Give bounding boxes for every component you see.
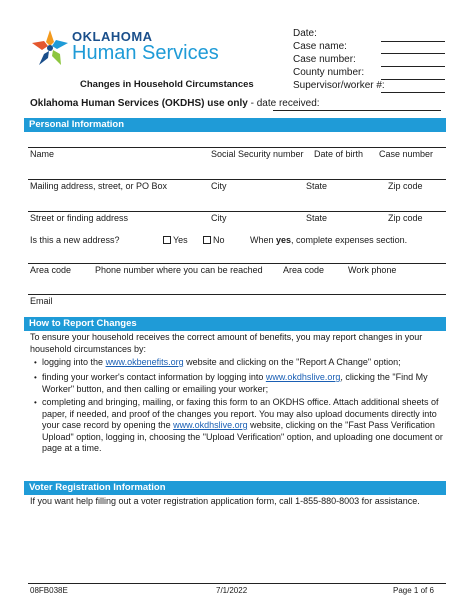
yes-checkbox[interactable] <box>163 236 171 244</box>
logo <box>30 28 220 68</box>
logo-line1: OKLAHOMA <box>72 29 153 44</box>
report-option-1 <box>42 357 445 369</box>
case-number-line <box>381 66 445 67</box>
report-option-1-pre: logging into the <box>42 357 106 367</box>
bullet-2-icon: • <box>34 373 37 382</box>
bullet-3-icon: • <box>34 398 37 407</box>
when-yes-note <box>250 235 407 246</box>
section-how-to-report: How to Report Changes <box>24 317 446 331</box>
city-label-2: City <box>211 213 227 223</box>
footer-form-number: 08FB038E <box>30 586 68 595</box>
okdhs-use-rest: - date received: <box>247 98 320 109</box>
okbenefits-link[interactable]: www.okbenefits.org <box>105 357 184 367</box>
county-number-label: County number: <box>293 67 365 78</box>
work-phone-label: Work phone <box>348 265 397 275</box>
ssn-label: Social Security number <box>211 149 304 159</box>
case-date-label: Date: <box>293 28 317 39</box>
area-code-label-2: Area code <box>283 265 325 275</box>
case-name-line <box>381 53 445 54</box>
county-number-line <box>381 79 445 80</box>
report-option-3-post: website, clicking on the "Fast Pass Verification Upload" option, logging in, choosing the "Upload Verification" option, and uploading one document or page at a time. <box>42 420 443 453</box>
footer-date: 7/1/2022 <box>216 586 248 595</box>
city-label-1: City <box>211 181 227 191</box>
report-option-2 <box>42 372 445 395</box>
yes-label: Yes <box>173 235 188 245</box>
case-number-label: Case number: <box>293 54 356 65</box>
okdhs-use-only <box>30 98 320 110</box>
supervisor-worker-line <box>381 92 445 93</box>
voter-text: If you want help filling out a voter registration application form, call 1-855-880-8003 for assistance. <box>30 496 420 506</box>
case-number-field-label: Case number <box>379 149 434 159</box>
star-logo-icon <box>30 28 70 68</box>
report-option-2-pre: finding your worker's contact information by logging into <box>42 372 266 382</box>
logo-line2: Human Services <box>72 42 219 64</box>
okdhslive-link-1[interactable]: www.okdhslive.org <box>265 372 341 382</box>
case-date-line <box>381 41 445 42</box>
date-received-line <box>273 110 441 111</box>
mailing-address-label: Mailing address, street, or PO Box <box>30 181 168 191</box>
bullet-1-icon: • <box>34 358 37 367</box>
footer-page-number: Page 1 of 6 <box>393 586 434 595</box>
state-label-1: State <box>306 181 328 191</box>
footer-line <box>28 583 446 584</box>
row3-line <box>28 211 446 212</box>
when-post: , complete expenses section. <box>291 235 408 245</box>
name-label: Name <box>30 149 55 159</box>
when-bold: yes <box>276 235 292 245</box>
phone-label: Phone number where you can be reached <box>95 265 263 275</box>
report-option-2-post: , clicking the "Find My Worker" button, and then calling or emailing your worker; <box>42 372 428 394</box>
case-name-label: Case name: <box>293 41 347 52</box>
section-voter-registration: Voter Registration Information <box>24 481 446 495</box>
row5-line <box>28 294 446 295</box>
no-checkbox[interactable] <box>203 236 211 244</box>
report-option-1-post: website and clicking on the "Report A Change" option; <box>183 357 401 367</box>
supervisor-worker-label: Supervisor/worker #: <box>293 80 385 91</box>
dob-label: Date of birth <box>314 149 364 159</box>
report-option-3 <box>42 397 445 455</box>
okdhs-use-bold: Oklahoma Human Services (OKDHS) use only <box>30 98 248 109</box>
report-option-3-pre: completing and bringing, mailing, or faxing this form to an OKDHS office. Attach additional sheets of paper, if needed, and proof of the changes you report. You may also upload documents directly into your case record by opening the <box>42 397 439 430</box>
okdhslive-link-2[interactable]: www.okdhslive.org <box>173 420 248 430</box>
row1-line <box>28 147 446 148</box>
street-address-label: Street or finding address <box>30 213 129 223</box>
zip-label-1: Zip code <box>388 181 423 191</box>
area-code-label-1: Area code <box>30 265 72 275</box>
state-label-2: State <box>306 213 328 223</box>
yes-option[interactable] <box>163 235 188 246</box>
no-label: No <box>213 235 225 245</box>
row4-line <box>28 263 446 264</box>
row2-line <box>28 179 446 180</box>
new-address-question: Is this a new address? <box>30 235 120 245</box>
form-title: Changes in Household Circumstances <box>80 79 254 90</box>
report-intro: To ensure your household receives the correct amount of benefits, you may report changes in your household circumstances by: <box>30 332 423 354</box>
no-option[interactable] <box>203 235 225 246</box>
zip-label-2: Zip code <box>388 213 423 223</box>
section-personal-information: Personal Information <box>24 118 446 132</box>
email-label: Email <box>30 296 53 306</box>
when-pre: When <box>250 235 277 245</box>
